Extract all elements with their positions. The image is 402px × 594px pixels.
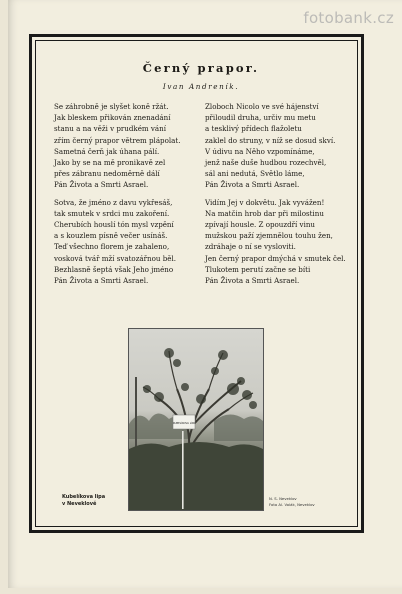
stanza [205, 197, 355, 287]
poem-left-column [54, 101, 204, 292]
credit-line: Foto Al. Volák, Neveklov [269, 502, 315, 508]
poem-line: Jako by se na mě pronikavě zel [54, 158, 166, 168]
poem-line: Pán Života a Smrti Asrael. [54, 276, 149, 286]
caption-line: v Neveklově [62, 501, 97, 507]
stanza [205, 101, 355, 191]
poem-line: zdráhaje o ní se vysloviti. [205, 242, 296, 252]
poem-line: zaklel do struny, v níž se dosud skví. [205, 135, 336, 145]
poem-line: Vidím Jej v dokvětu. Jak vyvážen! [205, 197, 325, 207]
poem-line: vosková tvář mží svatozářnou běl. [54, 253, 176, 263]
poem-right-column [205, 101, 355, 292]
poem-line: Teď všechno florem je zahaleno, [54, 242, 170, 252]
tree-illustration [129, 329, 263, 510]
poem-line: mužskou paží zjemnělou touhu žen, [205, 231, 333, 241]
caption-line: Kubelíkova lipa [62, 494, 106, 500]
poem-line: Cherubích houslí tón mysl vzpění [54, 220, 174, 230]
poem-title: Černý prapor. [142, 61, 260, 75]
poem-line: Pán Života a Smrti Asrael. [205, 180, 300, 190]
poem-line: jenž naše duše hudbou rozechvěl, [205, 158, 327, 168]
stanza [54, 197, 204, 287]
poem-line: přes zábranu nedoměrně dálí [54, 169, 160, 179]
poem-line: Sametná čerň jak úhana pálí. [54, 146, 160, 156]
stanza [54, 101, 204, 191]
poem-line: Pán Života a Smrti Asrael. [205, 276, 300, 286]
poem-line: V údivu na Něho vzpomínáme, [205, 146, 315, 156]
watermark: fotobank.cz [303, 9, 394, 27]
photo-caption-left [62, 494, 105, 508]
poem-line: Tlukotem perutí začne se bíti [205, 264, 311, 274]
poem-line: a s kouzlem písně večer usínáš. [54, 231, 168, 241]
linden-tree-photo [128, 328, 264, 511]
poem-line: zřím černý prapor větrem plápolat. [54, 135, 181, 145]
sign-label: KUBELÍKOVA LÍPA [172, 422, 196, 425]
poem-line: stanu a na věži v prudkém vání [54, 124, 166, 134]
photo-credit [269, 496, 315, 508]
poem-line: Se záhrobně je slyšet koně ržát. [54, 102, 169, 111]
poem-line: zpívají housle. Z opouzdří vinu [205, 220, 315, 230]
poem-line: Sotva, že jméno z davu vykřesáš, [54, 197, 173, 207]
credit-line: N. S. Neveklov [269, 496, 297, 501]
poem-author: Ivan Andreník. [162, 82, 240, 91]
poem-line: Zloboch Nicolo ve své hájenství [205, 102, 319, 111]
poem-line: a tesklivý přídech flažoletu [205, 124, 302, 134]
poem-line: Jen černý prapor dmýchá v smutek čel. [205, 253, 346, 263]
poem-line: Jak bleskem přikován znenadání [54, 113, 171, 123]
poem-line: přiloudil druha, určiv mu metu [205, 113, 316, 123]
poem-line: tak smutek v srdci mu zakoření. [54, 208, 170, 218]
poem-line: Pán Života a Smrti Asrael. [54, 180, 149, 190]
poem-line: Bezhlasně šeptá však Jeho jméno [54, 264, 174, 274]
poem-line: Na matčin hrob dar při milostinu [205, 208, 324, 218]
poem-line: sál ani nedutá, Světlo láme, [205, 169, 305, 179]
